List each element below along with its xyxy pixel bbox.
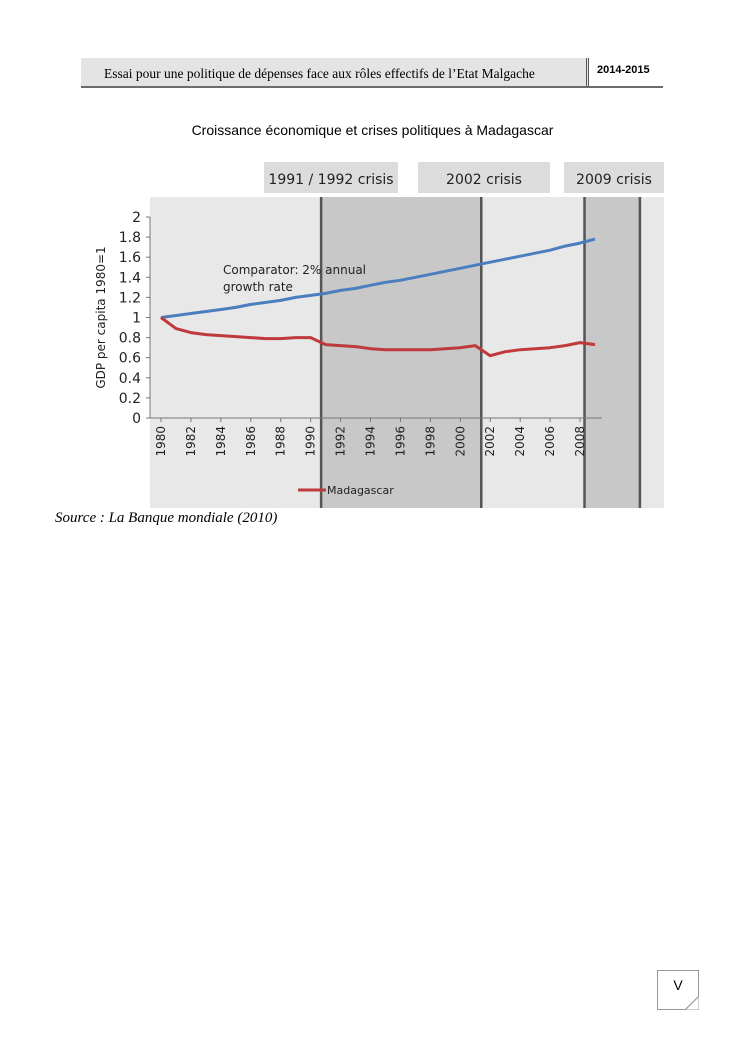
- y-tick-label: 0.8: [118, 330, 141, 347]
- x-tick-label: 1990: [303, 426, 318, 457]
- y-tick-label: 0.4: [118, 370, 141, 387]
- page-number-box: [657, 970, 699, 1010]
- page-header: [81, 58, 663, 88]
- y-tick-label: 1.4: [118, 270, 141, 287]
- x-tick-label: 2006: [543, 426, 558, 457]
- y-tick-label: 2: [132, 210, 141, 226]
- crisis-shade-2: [585, 197, 640, 508]
- gdp-chart: [90, 160, 680, 512]
- y-tick-label: 1: [132, 310, 141, 327]
- x-tick-label: 1984: [213, 426, 228, 457]
- x-tick-label: 1994: [363, 426, 378, 457]
- y-tick-label: 1.8: [118, 230, 141, 247]
- header-title-box: [81, 58, 589, 86]
- comparator-annotation-line-2: growth rate: [223, 280, 293, 294]
- page-fold-icon: [685, 996, 699, 1010]
- y-tick-label: 0.2: [118, 390, 141, 407]
- x-tick-label: 1992: [333, 426, 348, 457]
- x-tick-label: 2004: [513, 426, 528, 457]
- figure-caption: Croissance économique et crises politiques à Madagascar: [191, 122, 554, 138]
- crisis-label-2: 2002 crisis: [446, 172, 522, 188]
- comparator-annotation-line-1: Comparator: 2% annual: [223, 263, 367, 277]
- x-tick-label: 2008: [573, 426, 588, 457]
- y-tick-label: 1.6: [118, 250, 141, 267]
- x-tick-label: 2000: [453, 426, 468, 457]
- page-number: V: [673, 977, 683, 993]
- y-tick-label: 1.2: [118, 290, 141, 307]
- source-note: Source : La Banque mondiale (2010): [55, 510, 278, 526]
- crisis-shade-1: [321, 197, 481, 508]
- crisis-label-1: 1991 / 1992 crisis: [268, 172, 394, 188]
- legend-madagascar-label: Madagascar: [327, 484, 394, 497]
- y-tick-label: 0: [132, 411, 141, 427]
- x-tick-label: 1996: [393, 426, 408, 457]
- x-tick-label: 1986: [243, 426, 258, 457]
- y-axis-label: GDP per capita 1980=1: [94, 246, 108, 389]
- crisis-label-3: 2009 crisis: [576, 172, 652, 188]
- y-tick-label: 0.6: [118, 350, 141, 367]
- header-year: 2014-2015: [597, 64, 650, 76]
- x-tick-label: 1988: [273, 426, 288, 457]
- x-tick-label: 1998: [423, 426, 438, 457]
- x-tick-label: 1982: [183, 426, 198, 457]
- x-tick-label: 2002: [483, 426, 498, 457]
- x-tick-label: 1980: [154, 426, 168, 457]
- header-title: Essai pour une politique de dépenses face aux rôles effectifs de l’Etat Malgache: [104, 66, 535, 81]
